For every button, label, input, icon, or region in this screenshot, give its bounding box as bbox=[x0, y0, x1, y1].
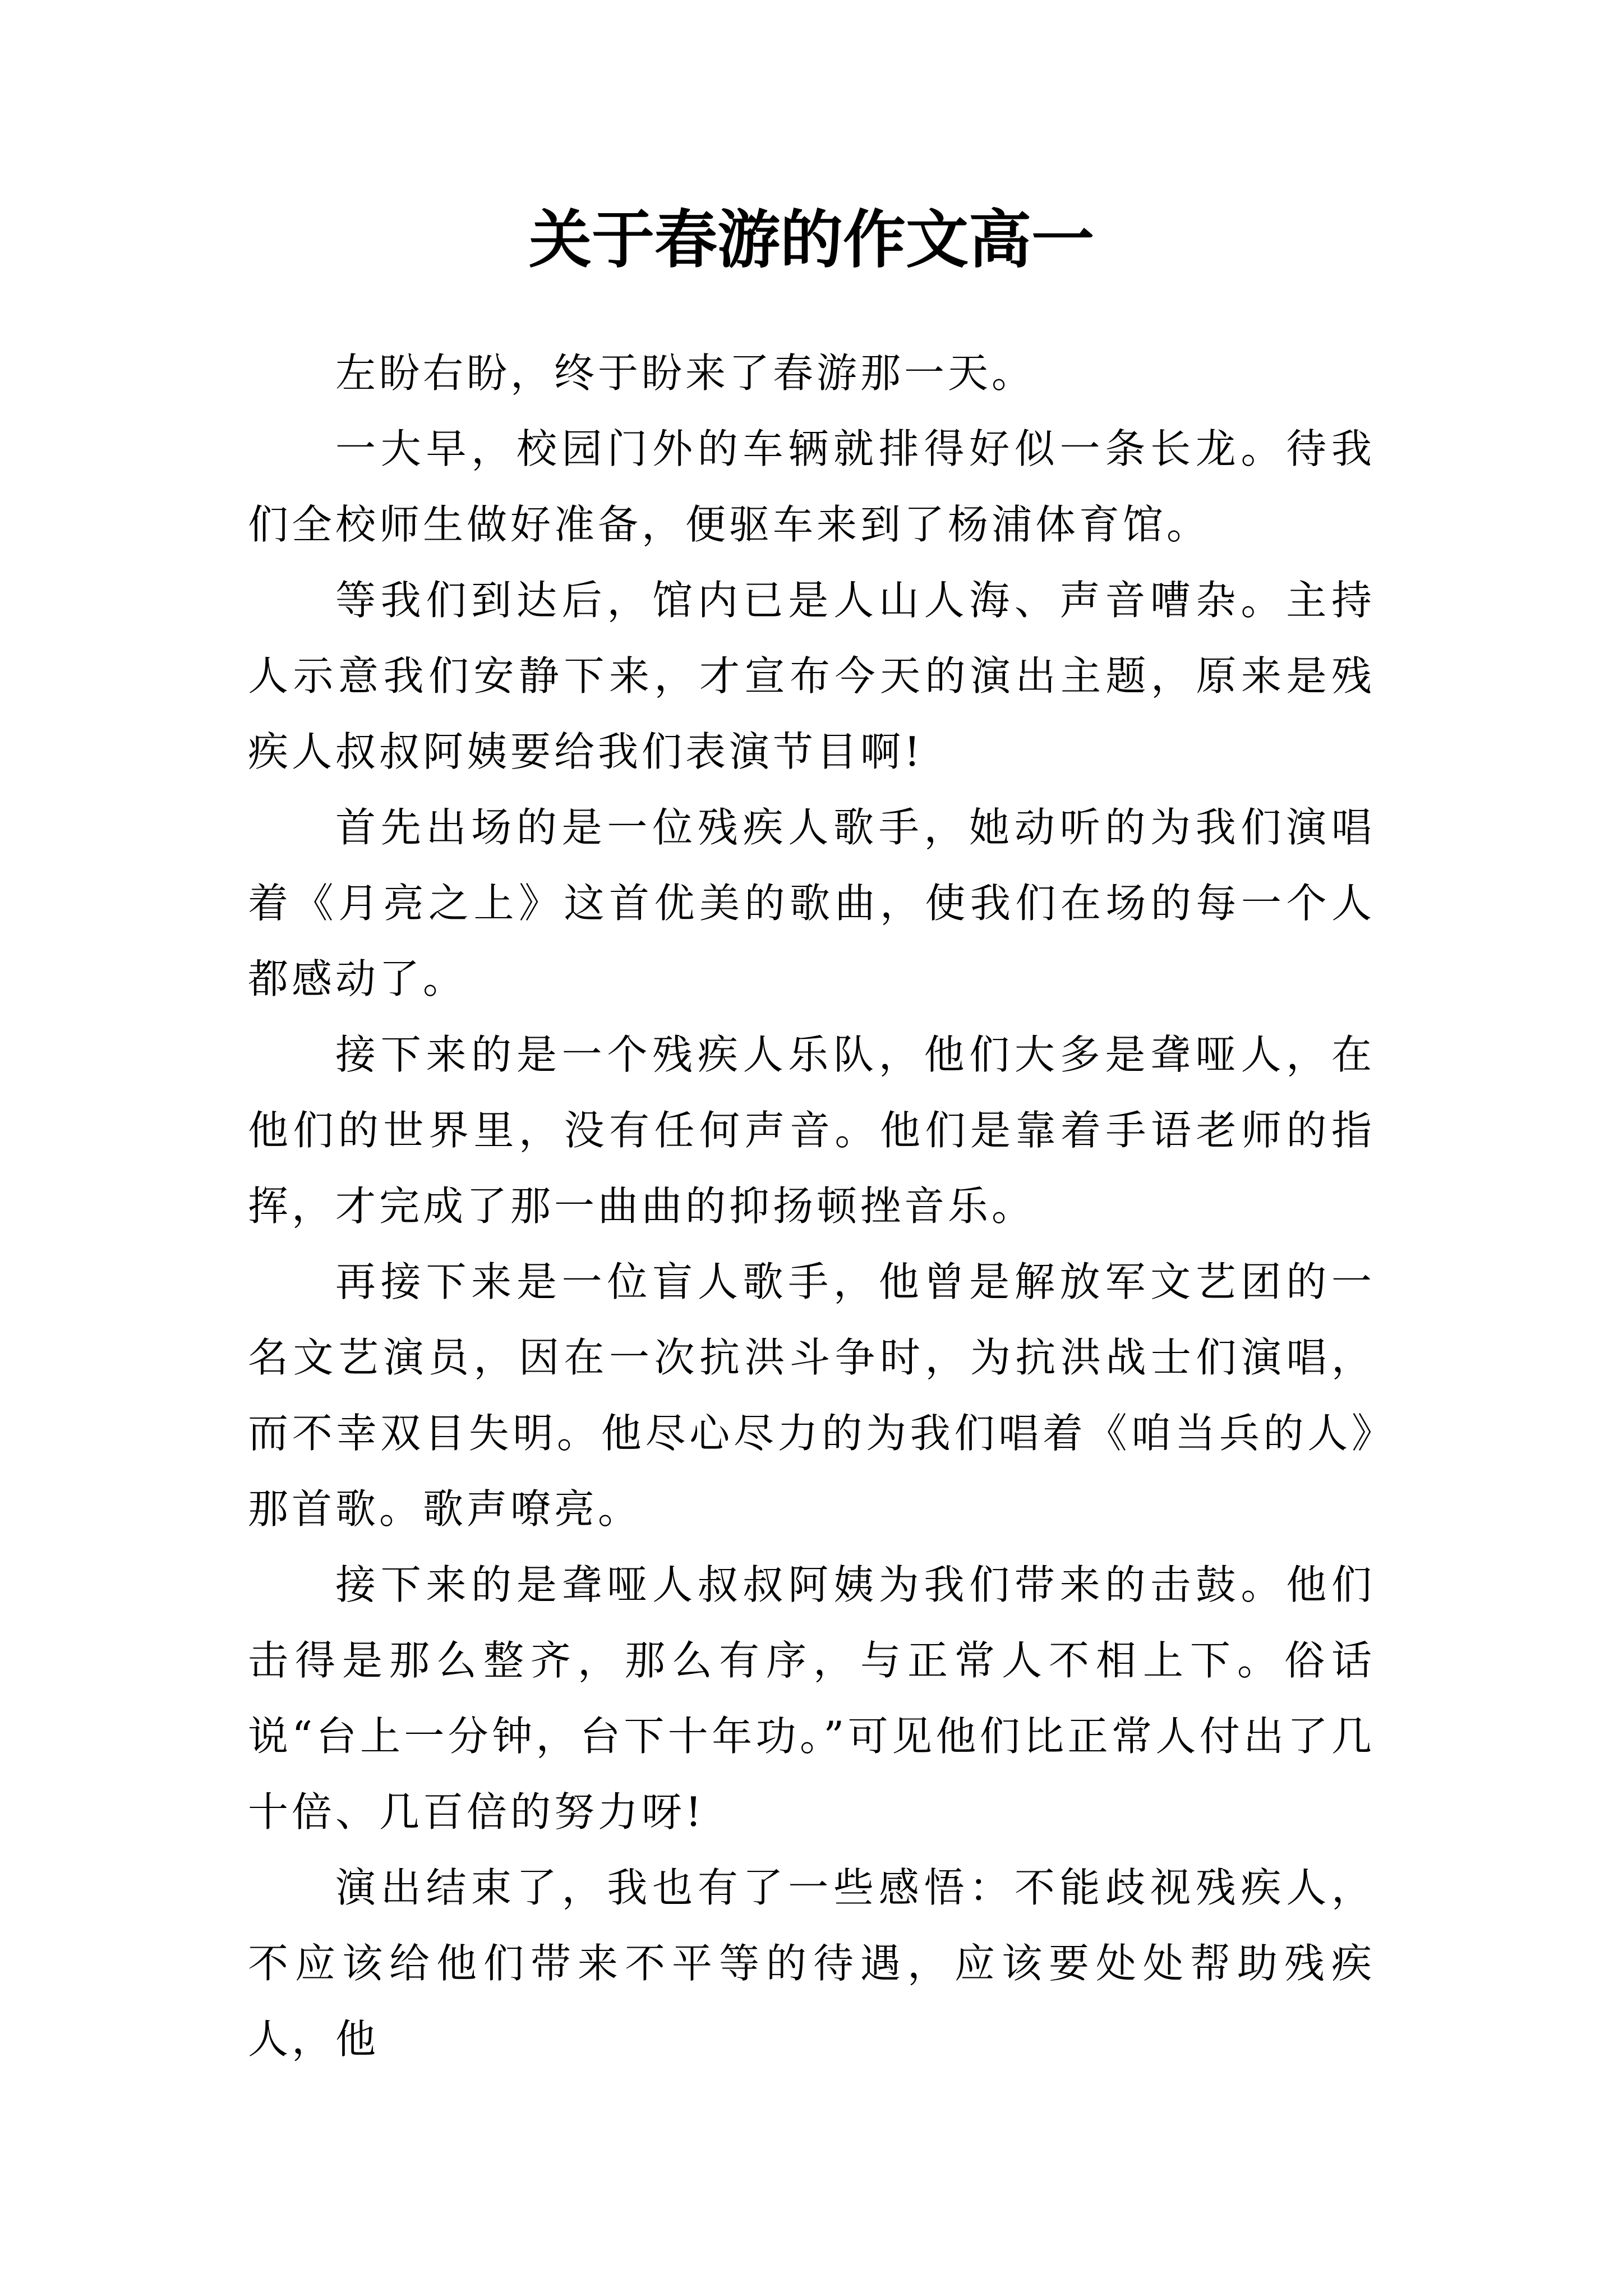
paragraph-4: 首先出场的是一位残疾人歌手，她动听的为我们演唱着《月亮之上》这首优美的歌曲，使我们在场的每一个人都感动了。 bbox=[248, 804, 1375, 1002]
document-body bbox=[248, 335, 1375, 2077]
paragraph-7: 接下来的是聋哑人叔叔阿姨为我们带来的击鼓。他们击得是那么整齐，那么有序，与正常人不相上下。俗话说“台上一分钟，台下十年功。”可见他们比正常人付出了几十倍、几百倍的努力呀! bbox=[248, 1561, 1375, 1835]
paragraph-2: 一大早，校园门外的车辆就排得好似一条长龙。待我们全校师生做好准备，便驱车来到了杨浦体育馆。 bbox=[248, 425, 1375, 548]
paragraph-3: 等我们到达后，馆内已是人山人海、声音嘈杂。主持人示意我们安静下来，才宣布今天的演出主题，原来是残疾人叔叔阿姨要给我们表演节目啊! bbox=[248, 577, 1375, 775]
document-title: 关于春游的作文高一 bbox=[529, 203, 1094, 277]
paragraph-5: 接下来的是一个残疾人乐队，他们大多是聋哑人，在他们的世界里，没有任何声音。他们是靠着手语老师的指挥，才完成了那一曲曲的抑扬顿挫音乐。 bbox=[248, 1031, 1375, 1230]
paragraph-6: 再接下来是一位盲人歌手，他曾是解放军文艺团的一名文艺演员，因在一次抗洪斗争时，为抗洪战士们演唱，而不幸双目失明。他尽心尽力的为我们唱着《咱当兵的人》那首歌。歌声嘹亮。 bbox=[248, 1258, 1375, 1533]
paragraph-8: 演出结束了，我也有了一些感悟：不能歧视残疾人，不应该给他们带来不平等的待遇，应该要处处帮助残疾人，他 bbox=[248, 1864, 1375, 2063]
paragraph-1: 左盼右盼，终于盼来了春游那一天。 bbox=[335, 349, 1036, 397]
